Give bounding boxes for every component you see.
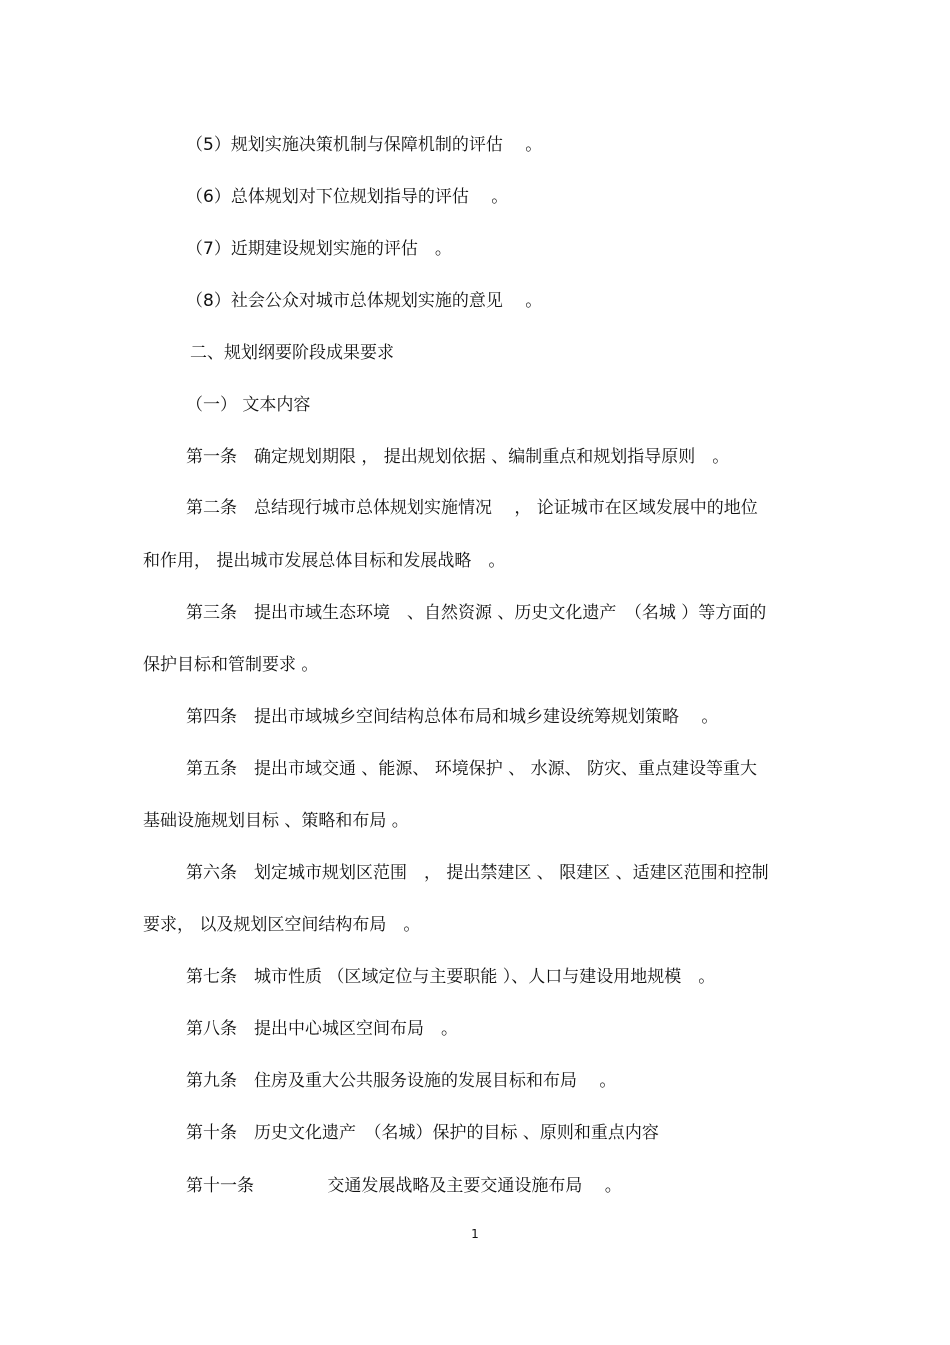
section-heading: 二、规划纲要阶段成果要求 <box>190 343 394 363</box>
article-5-line-2: 基础设施规划目标 、策略和布局 。 <box>143 811 409 831</box>
page-number: 1 <box>471 1227 479 1241</box>
article-10: 第十条 历史文化遗产 （名城）保护的目标 、原则和重点内容 <box>186 1123 659 1143</box>
article-8: 第八条 提出中心城区空间布局 。 <box>186 1019 458 1039</box>
article-11: 第十一条 交通发展战略及主要交通设施布局 。 <box>186 1176 622 1196</box>
item-6: （6）总体规划对下位规划指导的评估 。 <box>186 187 509 207</box>
article-7: 第七条 城市性质 （区域定位与主要职能 ）、人口与建设用地规模 。 <box>186 967 716 987</box>
article-2-line-2: 和作用， 提出城市发展总体目标和发展战略 。 <box>143 551 506 571</box>
item-7: （7）近期建设规划实施的评估 。 <box>186 239 452 259</box>
article-4: 第四条 提出市域城乡空间结构总体布局和城乡建设统筹规划策略 。 <box>186 707 719 727</box>
item-5: （5）规划实施决策机制与保障机制的评估 。 <box>186 135 543 155</box>
article-2-line-1: 第二条 总结现行城市总体规划实施情况 ， 论证城市在区域发展中的地位 <box>186 498 758 518</box>
article-9: 第九条 住房及重大公共服务设施的发展目标和布局 。 <box>186 1071 617 1091</box>
subsection-heading: （一） 文本内容 <box>186 395 311 415</box>
item-8: （8）社会公众对城市总体规划实施的意见 。 <box>186 291 543 311</box>
article-1: 第一条 确定规划期限 ， 提出规划依据 、编制重点和规划指导原则 。 <box>186 447 730 467</box>
article-6-line-2: 要求， 以及规划区空间结构布局 。 <box>143 915 421 935</box>
article-3-line-1: 第三条 提出市域生态环境 、自然资源 、历史文化遗产 （名城 ）等方面的 <box>186 603 767 623</box>
article-5-line-1: 第五条 提出市域交通 、能源、 环境保护 、 水源、 防灾、重点建设等重大 <box>186 759 758 779</box>
article-3-line-2: 保护目标和管制要求 。 <box>143 655 319 675</box>
article-6-line-1: 第六条 划定城市规划区范围 ， 提出禁建区 、 限建区 、适建区范围和控制 <box>186 863 769 883</box>
